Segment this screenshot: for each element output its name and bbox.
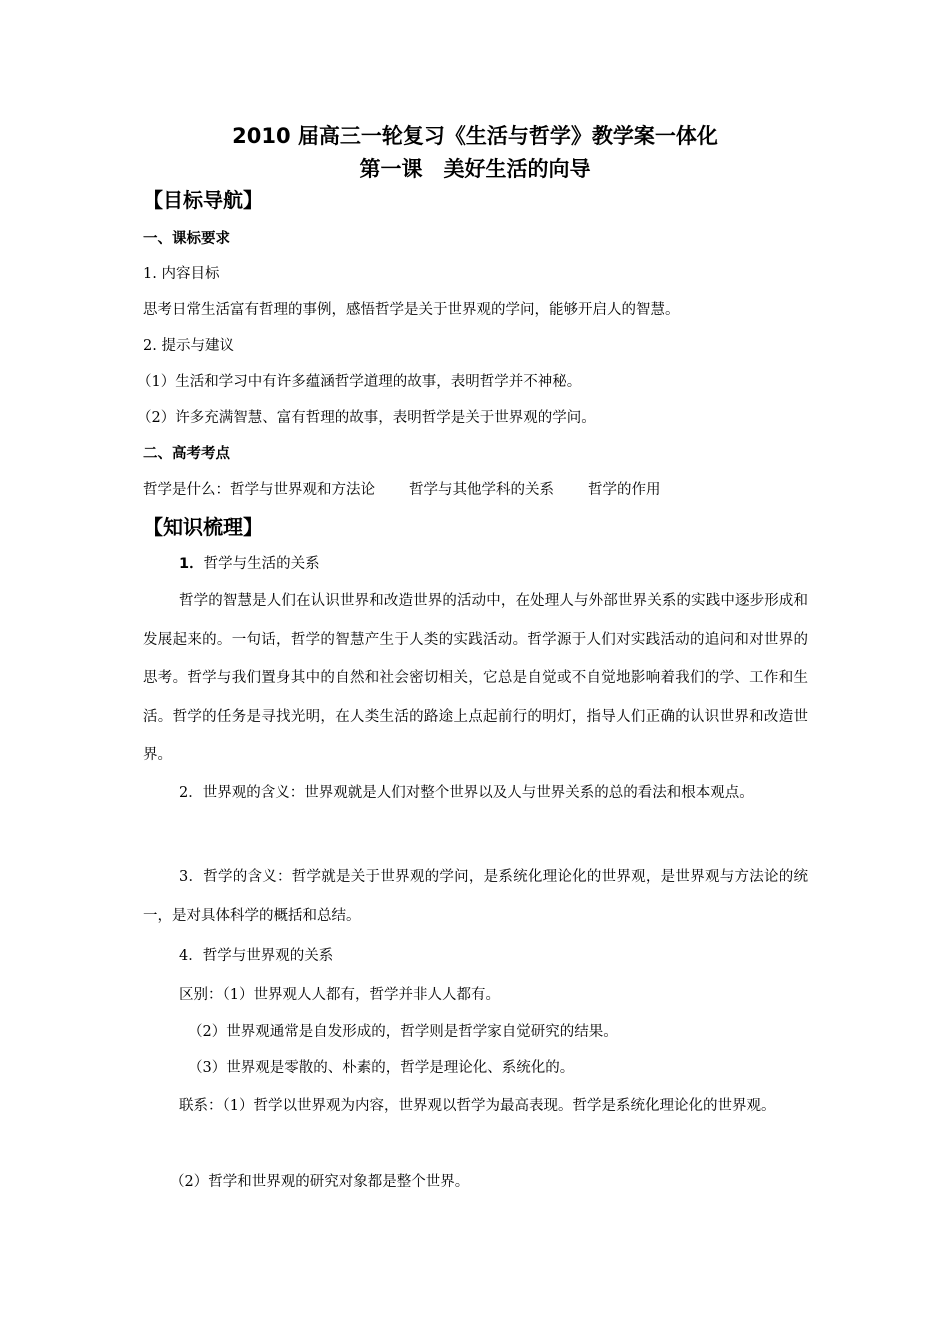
connection-item: （2）哲学和世界观的研究对象都是整个世界。	[170, 1174, 470, 1190]
content-goal-text: 思考日常生活富有哲理的事例，感悟哲学是关于世界观的学问，能够开启人的智慧。	[143, 302, 680, 318]
suggestions-label: 2. 提示与建议	[143, 338, 234, 354]
difference-item: （3）世界观是零散的、朴素的，哲学是理论化、系统化的。	[188, 1060, 575, 1076]
subheading-exam-points: 二、高考考点	[143, 446, 230, 462]
point-number: 1．	[179, 556, 204, 572]
knowledge-point-1-body: 哲学的智慧是人们在认识世界和改造世界的活动中，在处理人与外部世界关系的实践中逐步形成和发展起来的。一句话，哲学的智慧产生于人类的实践活动。哲学源于人们对实践活动的追问和对世界的思考。哲学与我们置身其中的自然和社会密切相关，它总是自觉或不自觉地影响着我们的学、工作和生活。哲学的任务是寻找光明，在人类生活的路途上点起前行的明灯，指导人们正确的认识世界和改造世界。	[143, 593, 808, 763]
suggestion-item: （2）许多充满智慧、富有哲理的故事，表明哲学是关于世界观的学问。	[137, 410, 596, 426]
connection-item: 联系：（1）哲学以世界观为内容，世界观以哲学为最高表现。哲学是系统化理论化的世界观。	[179, 1098, 776, 1114]
exam-points-line	[143, 480, 661, 500]
knowledge-point-2: 2．世界观的含义：世界观就是人们对整个世界以及人与世界关系的总的看法和根本观点。	[179, 785, 754, 801]
knowledge-point-4-title: 4．哲学与世界观的关系	[179, 948, 334, 964]
section-heading-knowledge: 【知识梳理】	[143, 515, 263, 539]
lesson-title: 第一课 美好生活的向导	[359, 157, 591, 181]
knowledge-point-1-title	[179, 554, 320, 574]
point-title: 哲学与生活的关系	[203, 556, 320, 572]
difference-item: （2）世界观通常是自发形成的，哲学则是哲学家自觉研究的结果。	[188, 1024, 618, 1040]
subheading-curriculum: 一、课标要求	[143, 231, 230, 247]
document-title: 2010 届高三一轮复习《生活与哲学》教学案一体化	[232, 124, 718, 148]
suggestion-item: （1）生活和学习中有许多蕴涵哲学道理的故事，表明哲学并不神秘。	[137, 374, 582, 390]
difference-item: 区别：（1）世界观人人都有，哲学并非人人都有。	[179, 987, 500, 1003]
exam-point-item: 哲学与其他学科的关系	[409, 482, 554, 498]
knowledge-point-3: 3．哲学的含义：哲学就是关于世界观的学问，是系统化理论化的世界观，是世界观与方法论的统一，是对具体科学的概括和总结。	[143, 869, 808, 924]
exam-point-item: 哲学的作用	[588, 482, 661, 498]
section-heading-goals: 【目标导航】	[143, 188, 263, 212]
exam-point-item: 哲学是什么：哲学与世界观和方法论	[143, 482, 375, 498]
content-goal-label: 1. 内容目标	[143, 266, 220, 282]
